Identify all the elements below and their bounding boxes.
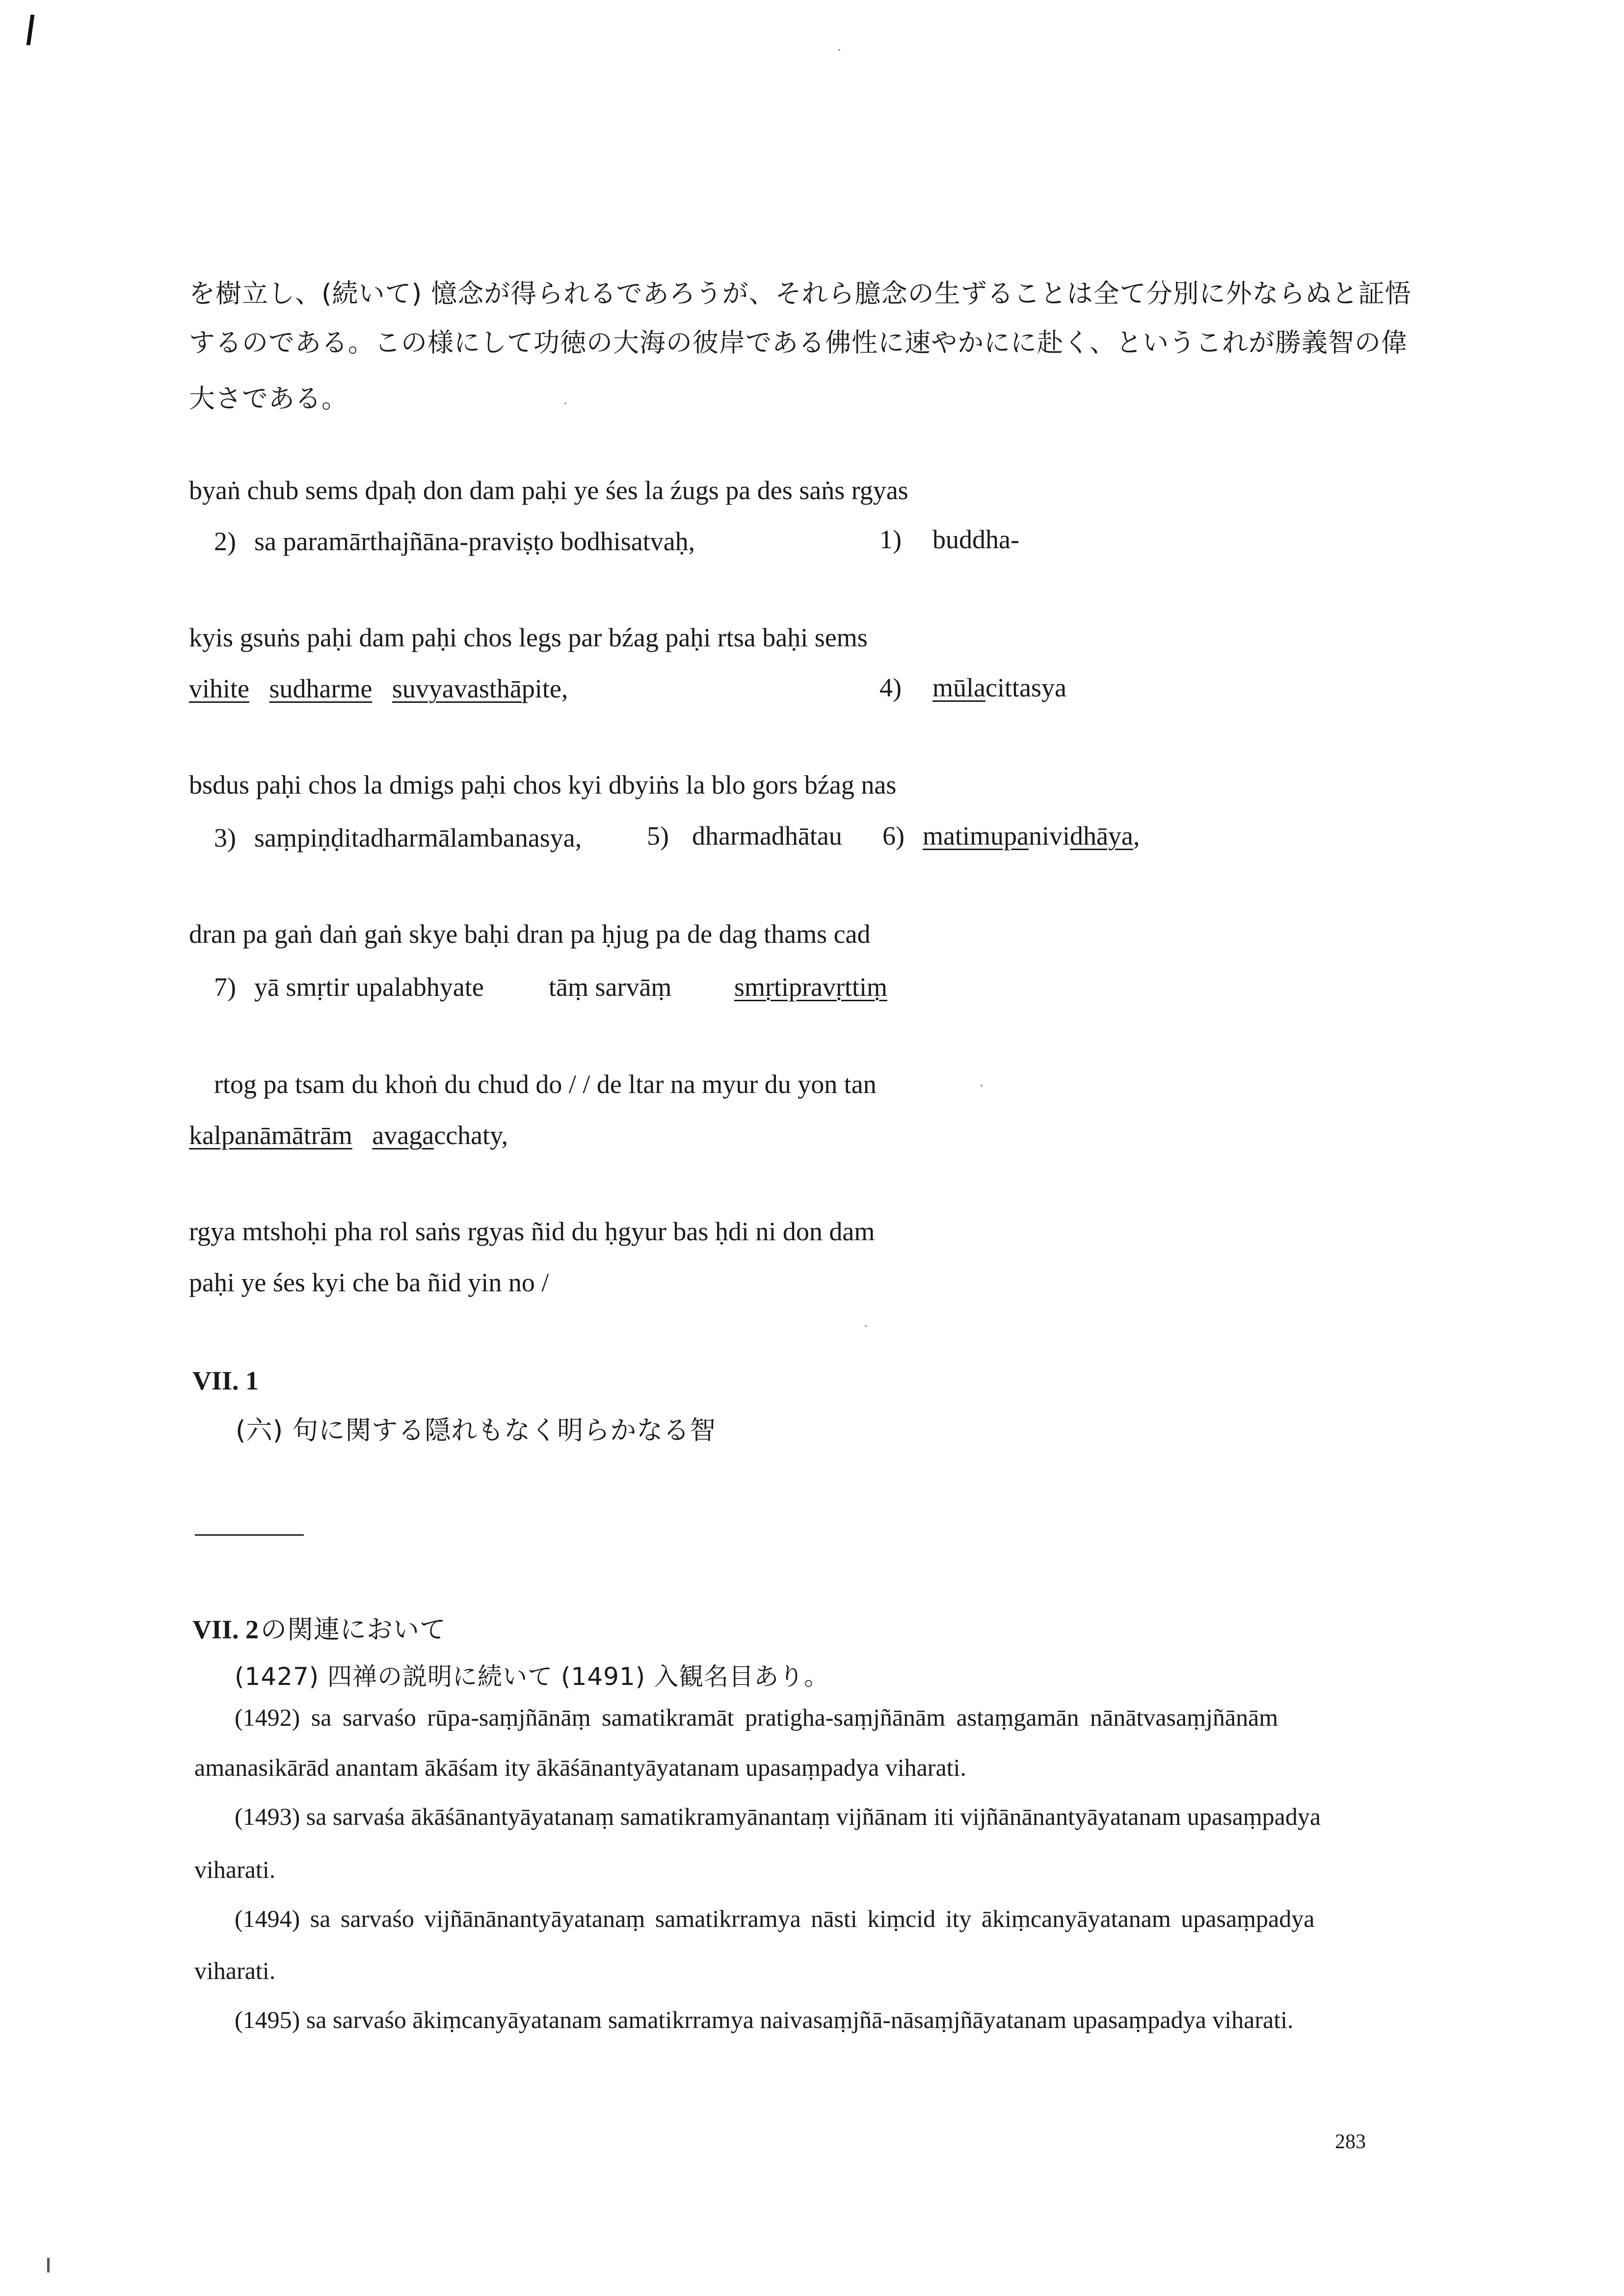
sanskrit-fragment: nivi bbox=[1028, 821, 1070, 851]
intro-line-1: を樹立し、(続いて) 憶念が得られるであろうが、それら臆念の生ずることは全て分別に外ならぬと証悟 bbox=[189, 279, 1411, 309]
underlined-term: smṛtipravṛttiṃ bbox=[734, 972, 887, 1002]
underlined-term: avaga bbox=[372, 1121, 434, 1150]
sanskrit-fragment: , bbox=[1133, 821, 1140, 851]
underlined-term: sudharme bbox=[269, 674, 373, 703]
scan-speck bbox=[564, 402, 566, 404]
sanskrit-line: saṃpiṇḍitadharmālambanasya, bbox=[254, 823, 582, 853]
tibetan-line: byaṅ chub sems dpaḥ don dam paḥi ye śes la źugs pa des saṅs rgyas bbox=[189, 476, 908, 505]
scan-speck bbox=[865, 1325, 867, 1327]
underlined-term: suvyavasthā bbox=[392, 674, 522, 703]
scan-speck bbox=[838, 49, 840, 51]
section-subtitle: (六) 句に関する隠れもなく明らかなる智 bbox=[236, 1415, 717, 1445]
section-heading: VII. 1 bbox=[192, 1366, 259, 1395]
note-number: 4) bbox=[879, 673, 902, 702]
note-number: 3) bbox=[214, 823, 236, 853]
paragraph-1493-line-2: viharati. bbox=[194, 1856, 276, 1883]
tibetan-line: rgya mtshoḥi pha rol saṅs rgyas ñid du ḥgyur bas ḥdi ni don dam bbox=[189, 1217, 875, 1246]
section-heading-text: の関連において bbox=[261, 1615, 447, 1645]
section-heading: VII. 2 bbox=[192, 1615, 259, 1644]
sanskrit-word bbox=[932, 672, 1066, 703]
paragraph-1492-line-2: amanasikārād anantam ākāśam ity ākāśānantyāyatanam upasaṃpadya viharati. bbox=[194, 1754, 966, 1781]
footnote-rule bbox=[195, 1534, 304, 1536]
sanskrit-fragment: pite, bbox=[521, 674, 568, 703]
scan-bottom-mark bbox=[47, 2258, 50, 2272]
sanskrit-word: buddha- bbox=[932, 525, 1019, 554]
page-number: 283 bbox=[1335, 2131, 1366, 2153]
intro-line-2: するのである。この様にして功徳の大海の彼岸である佛性に速やかにに赴く、というこれが勝義智の偉 bbox=[189, 328, 1408, 358]
intro-line-3: 大さである。 bbox=[189, 384, 348, 414]
sanskrit-line bbox=[189, 673, 568, 704]
sanskrit-fragment: cchaty, bbox=[434, 1121, 508, 1150]
sanskrit-phrase: tāṃ sarvāṃ bbox=[549, 972, 672, 1002]
note-number: 1) bbox=[879, 525, 902, 554]
underlined-term: vihite bbox=[189, 674, 249, 703]
paragraph-1493-line-1: (1493) sa sarvaśa ākāśānantyāyatanaṃ samatikramyānantaṃ vijñānam iti vijñānānantyāyatanam upasaṃpadya bbox=[235, 1803, 1321, 1830]
sanskrit-line: sa paramārthajñāna-praviṣṭo bodhisatvaḥ, bbox=[254, 527, 695, 556]
sanskrit-phrase: yā smṛtir upalabhyate bbox=[254, 972, 484, 1002]
tibetan-line: kyis gsuṅs paḥi dam paḥi chos legs par bźag paḥi rtsa baḥi sems bbox=[189, 623, 868, 652]
sanskrit-line bbox=[189, 1120, 508, 1150]
underlined-term: mūla bbox=[932, 673, 985, 702]
scan-corner-mark bbox=[27, 15, 35, 45]
note-number: 2) bbox=[214, 527, 236, 556]
paragraph-1492-line-1: (1492) sa sarvaśo rūpa-saṃjñānāṃ samatikramāt pratigha-saṃjñānām astaṃgamān nānātvasaṃjñānām bbox=[235, 1704, 1278, 1731]
section-heading-row bbox=[192, 1609, 446, 1646]
sanskrit-word: dharmadhātau bbox=[692, 821, 842, 851]
tibetan-line: bsdus paḥi chos la dmigs paḥi chos kyi dbyiṅs la blo gors bźag nas bbox=[189, 770, 897, 800]
sanskrit-word bbox=[923, 821, 1140, 851]
paragraph-1494-line-1: (1494) sa sarvaśo vijñānānantyāyatanaṃ samatikrramya nāsti kiṃcid ity ākiṃcanyāyatanam upasaṃpadya bbox=[235, 1905, 1315, 1932]
note-number: 5) bbox=[647, 821, 669, 851]
section-intro: (1427) 四禅の説明に続いて (1491) 入観名目あり。 bbox=[235, 1662, 829, 1691]
paragraph-1495: (1495) sa sarvaśo ākiṃcanyāyatanam samatikrramya naivasaṃjñā-nāsaṃjñāyatanam upasaṃpadya viharati. bbox=[235, 2006, 1294, 2033]
tibetan-line: rtog pa tsam du khoṅ du chud do / / de ltar na myur du yon tan bbox=[214, 1069, 877, 1099]
note-number: 6) bbox=[882, 821, 905, 851]
sanskrit-fragment: cittasya bbox=[985, 673, 1066, 702]
underlined-term: dhāya bbox=[1069, 821, 1133, 851]
paragraph-1494-line-2: viharati. bbox=[194, 1957, 276, 1984]
underlined-term: matimupa bbox=[923, 821, 1029, 851]
note-number: 7) bbox=[214, 972, 236, 1002]
underlined-term: kalpanāmātrām bbox=[189, 1121, 352, 1150]
scan-speck bbox=[981, 1085, 983, 1087]
tibetan-line: paḥi ye śes kyi che ba ñid yin no / bbox=[189, 1268, 549, 1297]
tibetan-line: dran pa gaṅ daṅ gaṅ skye baḥi dran pa ḥjug pa de dag thams cad bbox=[189, 919, 871, 949]
